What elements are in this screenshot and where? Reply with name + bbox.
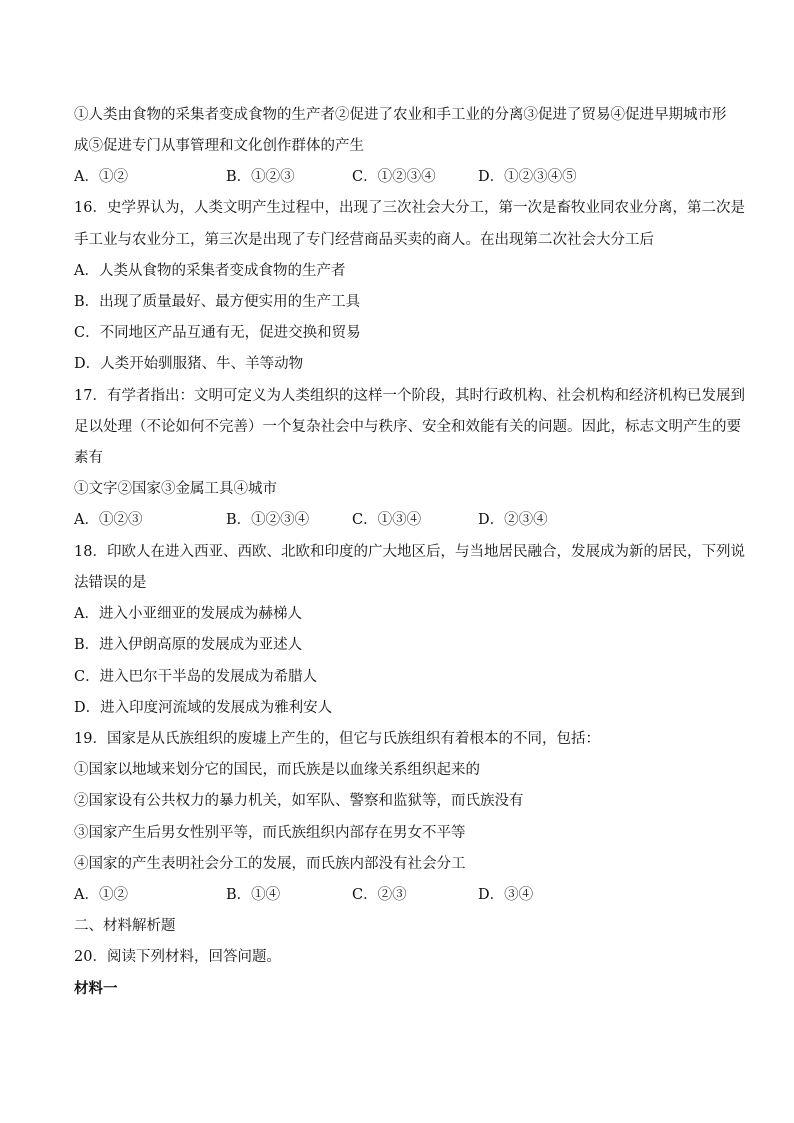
q17-option-b[interactable]: B．①②③④ <box>226 512 310 528</box>
q15-option-a[interactable]: A．①② <box>74 169 128 185</box>
q19-options <box>74 883 754 903</box>
q19-option-d[interactable]: D．③④ <box>478 887 534 903</box>
material-label: 材料一 <box>74 980 118 997</box>
q17-options <box>74 508 754 528</box>
q17-statement: ①文字②国家③金属工具④城市 <box>74 481 277 497</box>
section-heading: 二、材料解析题 <box>74 918 176 934</box>
q18-stem-line1: 18．印欧人在进入西亚、西欧、北欧和印度的广大地区后，与当地居民融合，发展成为新的居民，下列说 <box>74 544 745 560</box>
q18-stem-line2: 法错误的是 <box>74 575 147 591</box>
q19-option-b[interactable]: B．①④ <box>226 887 281 903</box>
q19-statement-2: ②国家设有公共权力的暴力机关，如军队、警察和监狱等，而氏族没有 <box>74 793 524 809</box>
q15-option-d[interactable]: D．①②③④⑤ <box>478 169 577 185</box>
q20-stem: 20．阅读下列材料，回答问题。 <box>74 949 281 965</box>
q16-option-b[interactable]: B．出现了质量最好、最方便实用的生产工具 <box>74 294 361 310</box>
q16-stem-line2: 手工业与农业分工，第三次是出现了专门经营商品买卖的商人。在出现第二次社会大分工后 <box>74 232 654 248</box>
q17-stem-line1: 17．有学者指出：文明可定义为人类组织的这样一个阶段，其时行政机构、社会机构和经济机构已发展到 <box>74 388 745 404</box>
q16-stem-line1: 16．史学界认为，人类文明产生过程中，出现了三次社会大分工，第一次是畜牧业同农业分离，第二次是 <box>74 200 745 216</box>
q17-option-a[interactable]: A．①②③ <box>74 512 143 528</box>
q18-option-b[interactable]: B．进入伊朗高原的发展成为亚述人 <box>74 637 303 653</box>
q15-option-c[interactable]: C．①②③④ <box>352 169 436 185</box>
q18-option-c[interactable]: C．进入巴尔干半岛的发展成为希腊人 <box>74 669 318 685</box>
q19-stem: 19．国家是从氏族组织的废墟上产生的，但它与氏族组织有着根本的不同，包括： <box>74 731 600 747</box>
q19-statement-1: ①国家以地域来划分它的国民，而氏族是以血缘关系组织起来的 <box>74 762 480 778</box>
q17-stem-line3: 素有 <box>74 450 103 466</box>
q19-statement-4: ④国家的产生表明社会分工的发展，而氏族内部没有社会分工 <box>74 856 466 872</box>
q19-option-a[interactable]: A．①② <box>74 887 128 903</box>
q15-options <box>74 165 754 185</box>
q18-option-d[interactable]: D．进入印度河流域的发展成为雅利安人 <box>74 700 333 716</box>
q15-option-b[interactable]: B．①②③ <box>226 169 295 185</box>
q17-option-d[interactable]: D．②③④ <box>478 512 548 528</box>
q15-statement-line1: ①人类由食物的采集者变成食物的生产者②促进了农业和手工业的分离③促进了贸易④促进早期城市形 <box>74 107 727 123</box>
q16-option-d[interactable]: D．人类开始驯服猪、牛、羊等动物 <box>74 356 304 372</box>
q19-option-c[interactable]: C．②③ <box>352 887 407 903</box>
q17-option-c[interactable]: C．①③④ <box>352 512 422 528</box>
q17-stem-line2: 足以处理（不论如何不完善）一个复杂社会中与秩序、安全和效能有关的问题。因此，标志文明产生的要 <box>74 419 741 435</box>
q15-statement-line2: 成⑤促进专门从事管理和文化创作群体的产生 <box>74 138 364 154</box>
q16-option-c[interactable]: C．不同地区产品互通有无，促进交换和贸易 <box>74 325 361 341</box>
q16-option-a[interactable]: A．人类从食物的采集者变成食物的生产者 <box>74 263 346 279</box>
q18-option-a[interactable]: A．进入小亚细亚的发展成为赫梯人 <box>74 606 302 622</box>
q19-statement-3: ③国家产生后男女性别平等，而氏族组织内部存在男女不平等 <box>74 825 466 841</box>
